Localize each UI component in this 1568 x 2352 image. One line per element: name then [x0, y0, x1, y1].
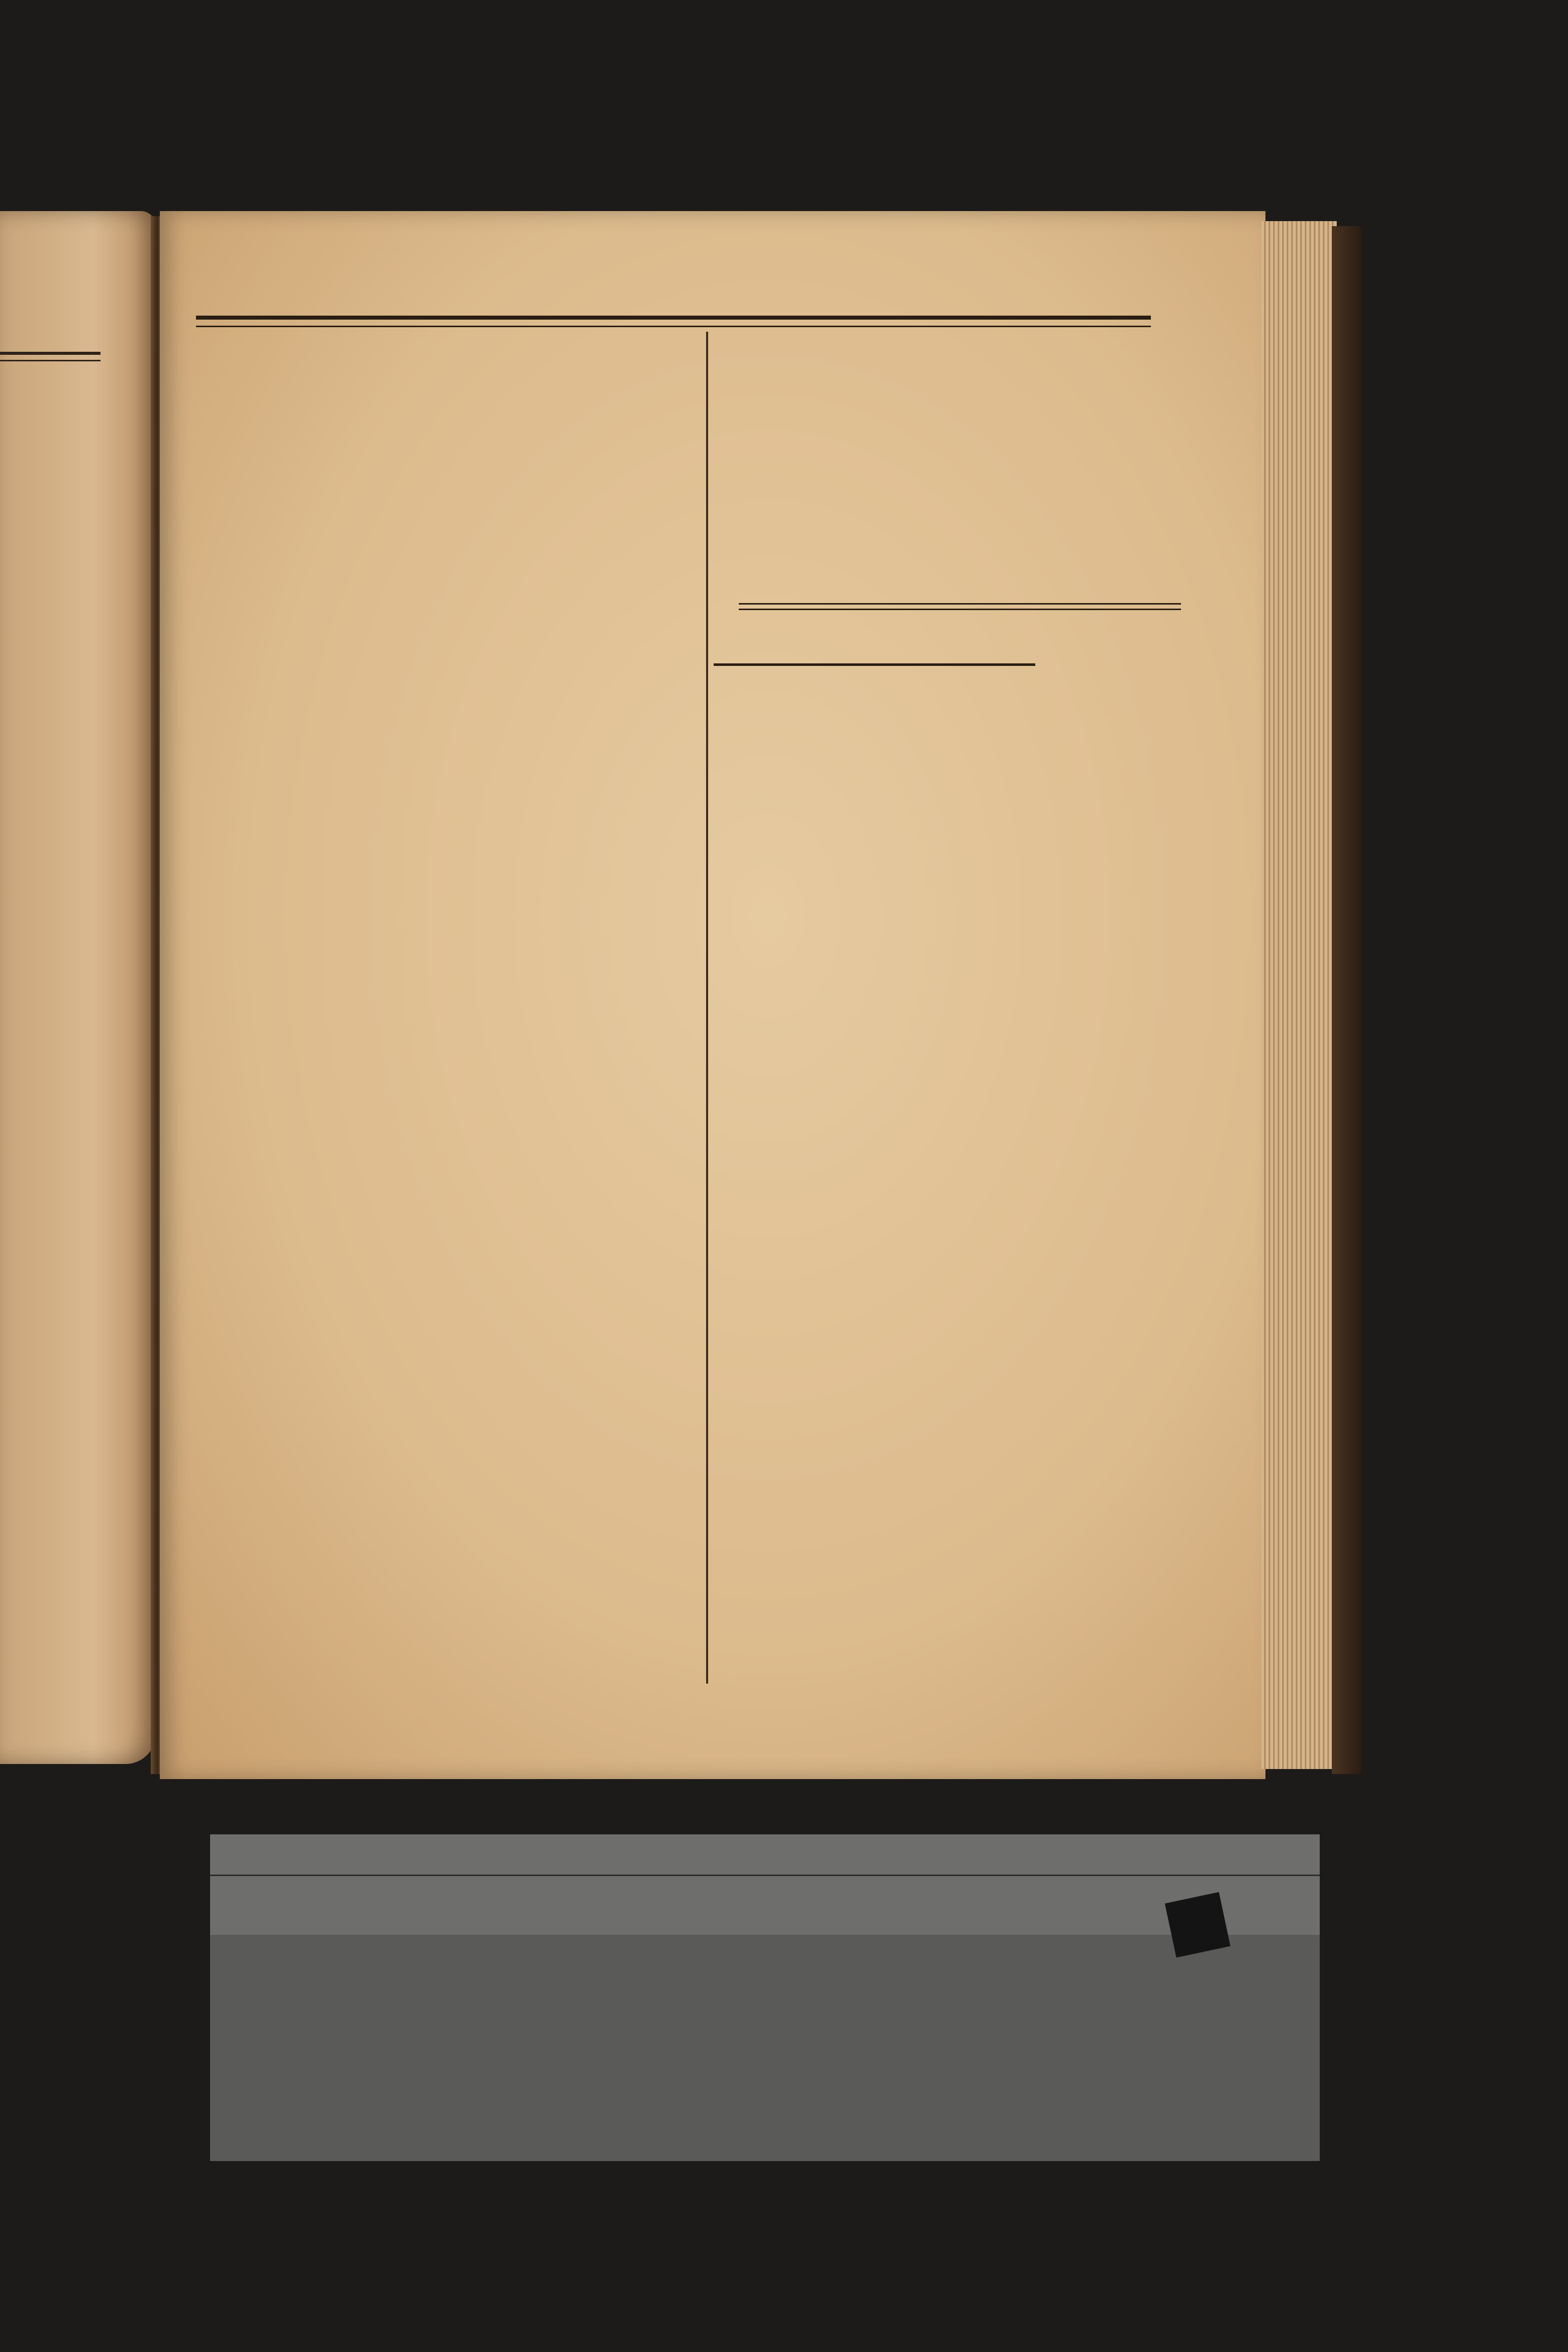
left-page — [0, 211, 156, 1764]
swatch-row-dark — [210, 2072, 1320, 2162]
article-signature — [895, 573, 1015, 598]
running-head — [568, 271, 789, 312]
swatch-row-light — [210, 1981, 1320, 2072]
page-number — [1075, 271, 1156, 312]
inch-scale — [210, 1834, 1320, 1876]
article-subtitle-line-1 — [714, 666, 1166, 696]
book-cover-edge — [1332, 226, 1362, 1774]
left-page-rule — [0, 352, 101, 361]
right-page — [160, 211, 1265, 1779]
column-divider — [706, 332, 708, 1684]
article-part-number — [714, 724, 1166, 754]
colour-chart — [210, 1834, 1320, 2161]
page-edges — [1261, 221, 1337, 1769]
header-rule — [196, 316, 1151, 327]
article-separator-rule — [739, 603, 1181, 610]
centimetre-scale — [210, 1875, 1320, 1910]
colour-chart-title — [492, 1912, 853, 1952]
article-title — [714, 611, 1065, 666]
book — [0, 166, 1377, 1789]
article-subtitle-line-2 — [714, 696, 1166, 726]
swatch-labels — [210, 1950, 1320, 1980]
danes-picta-logo — [1165, 1892, 1230, 1957]
